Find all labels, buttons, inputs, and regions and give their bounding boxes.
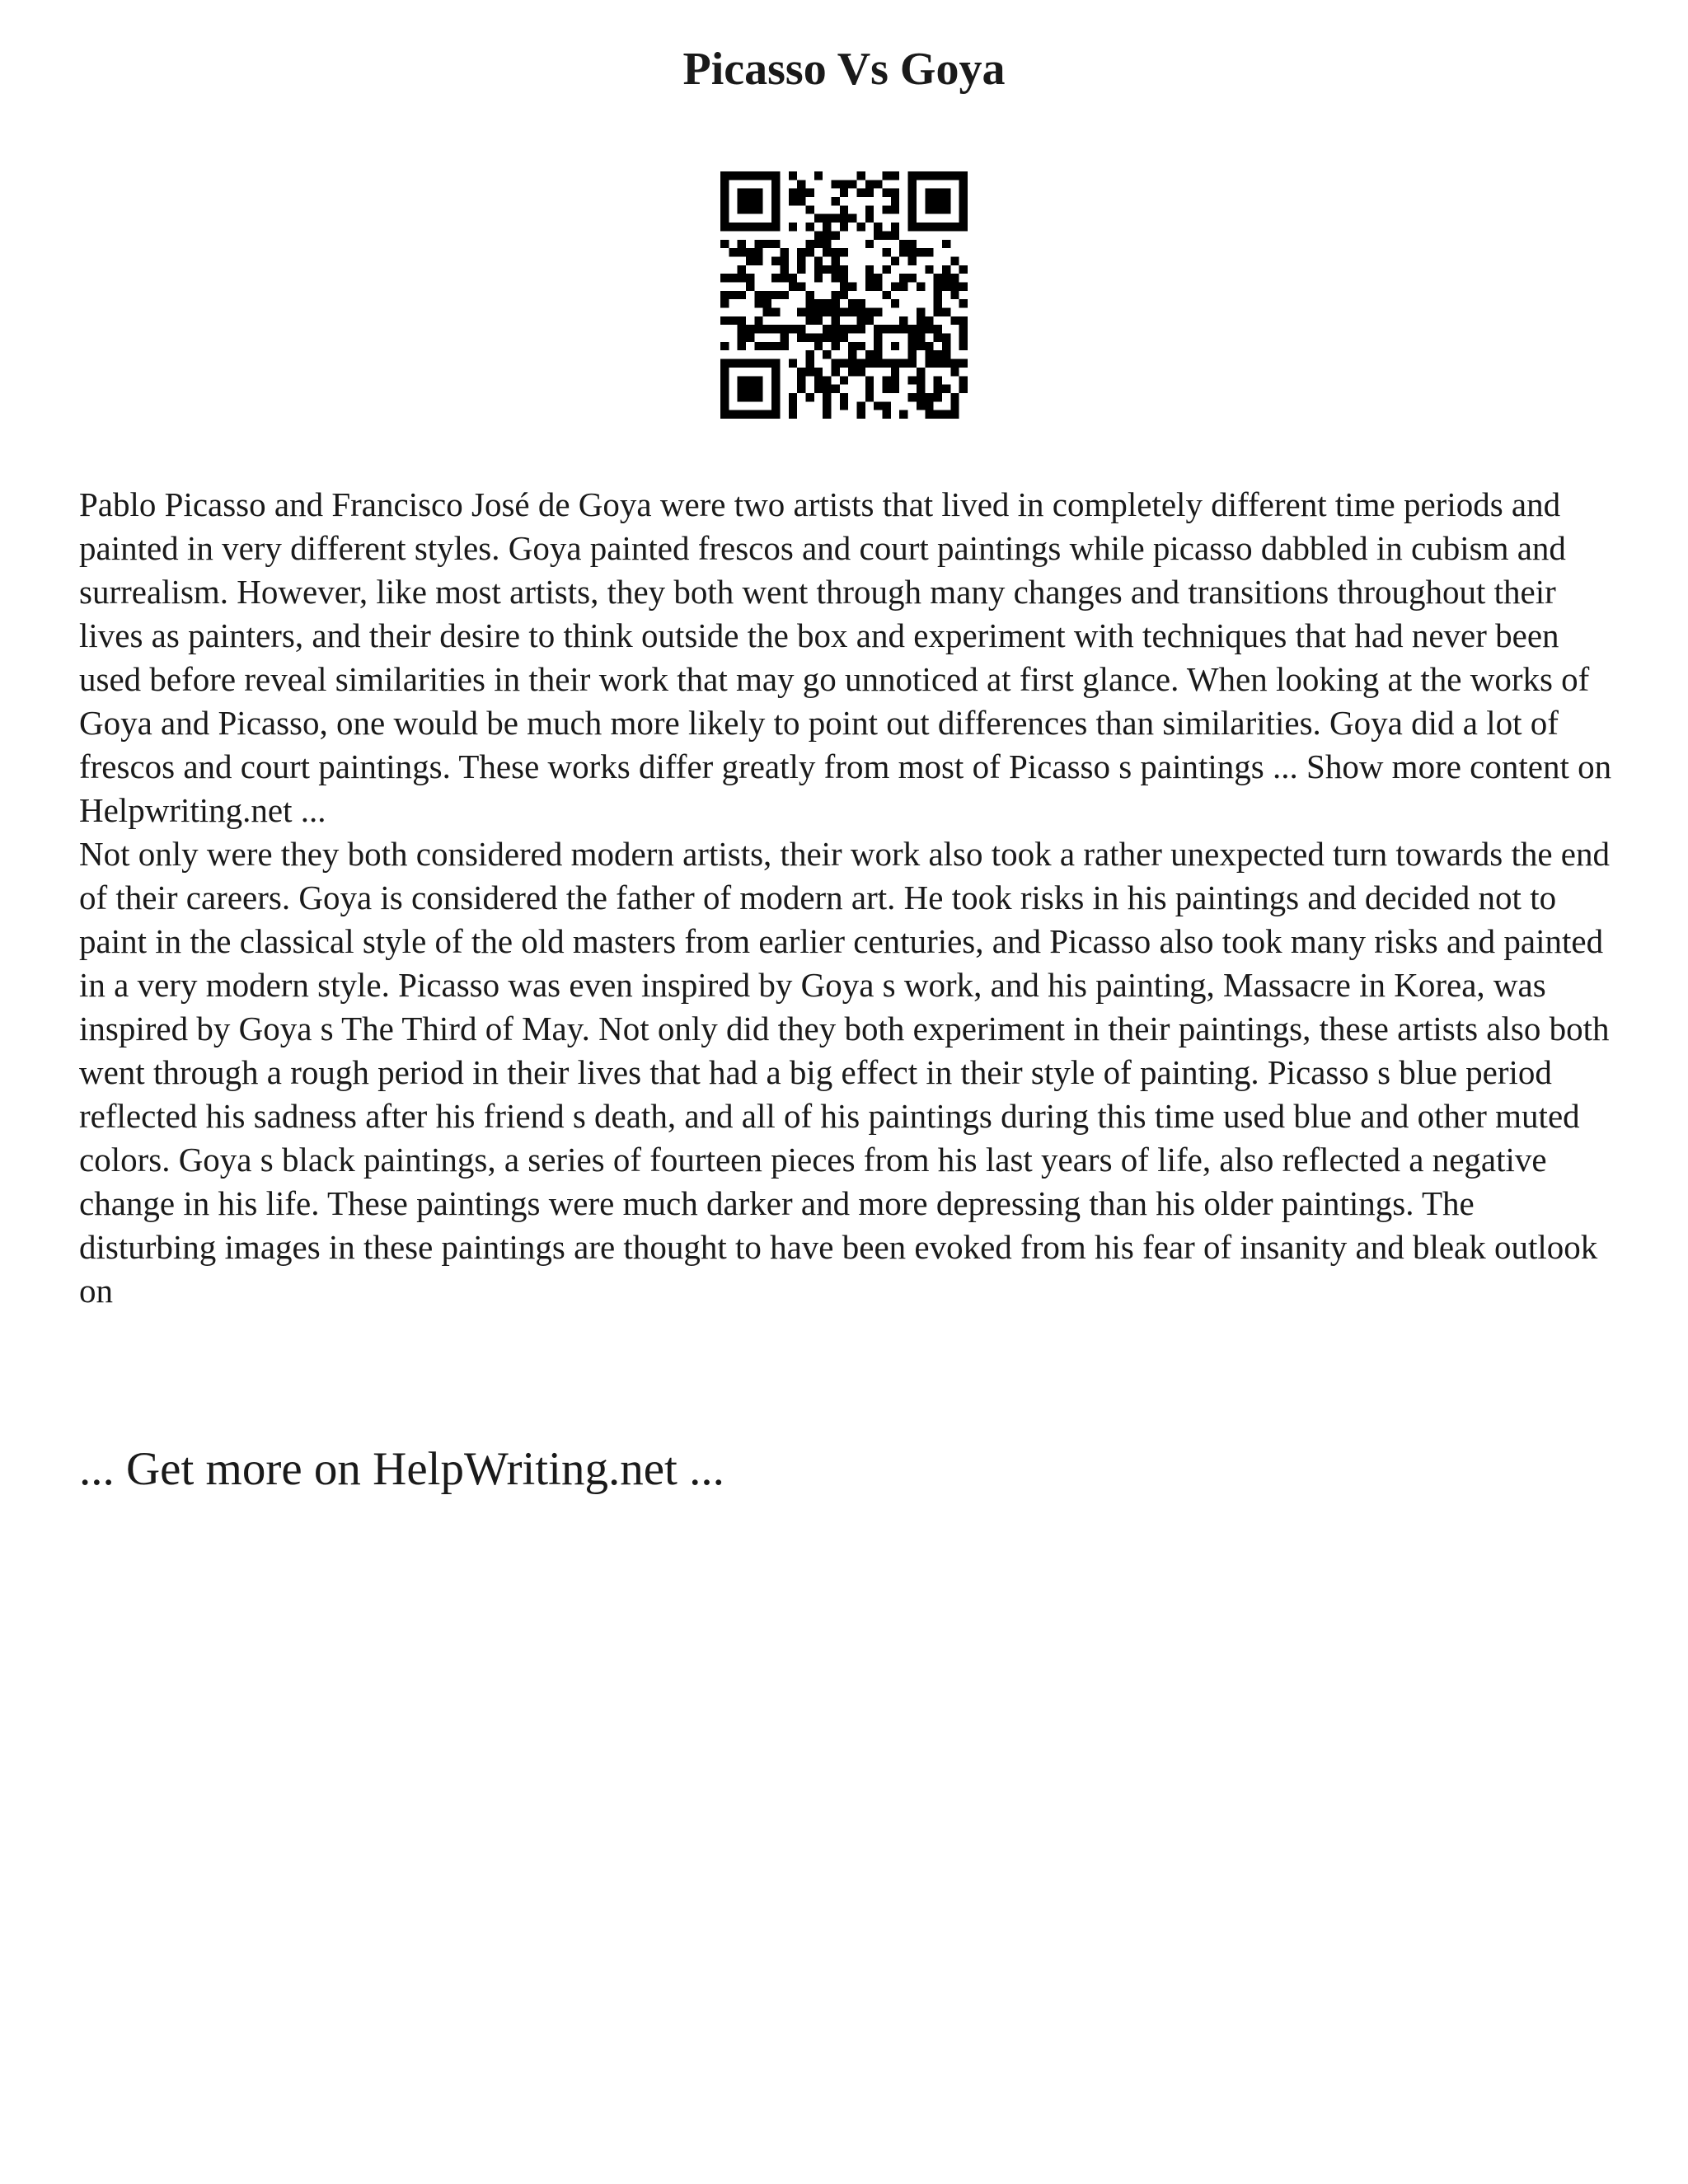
article-body xyxy=(79,483,1612,1313)
paragraph: Pablo Picasso and Francisco José de Goya were two artists that lived in completely different time periods and painted in very different styles. Goya painted frescos and court paintings while picasso dabbled in cubism and surrealism. However, like most artists, they both went through many changes and transitions throughout their lives as painters, and their desire to think outside the box and experiment with techniques that had never been used before reveal similarities in their work that may go unnoticed at first glance. When looking at the works of Goya and Picasso, one would be much more likely to point out differences than similarities. Goya did a lot of frescos and court paintings. These works differ greatly from most of Picasso s paintings ... Show more content on Helpwriting.net ... xyxy=(79,485,1612,829)
get-more-link[interactable]: ... Get more on HelpWriting.net ... xyxy=(79,1443,724,1495)
page-title: Picasso Vs Goya xyxy=(682,44,1006,95)
paragraph: Not only were they both considered modern artists, their work also took a rather unexpected turn towards the end of their careers. Goya is considered the father of modern art. He took risks in his paintings and decided not to paint in the classical style of the old masters from earlier centuries, and Picasso also took many risks and painted in a very modern style. Picasso was even inspired by Goya s work, and his painting, Massacre in Korea, was inspired by Goya s The Third of May. Not only did they both experiment in their paintings, these artists also both went through a rough period in their lives that had a big effect in their style of painting. Picasso s blue period reflected his sadness after his friend s death, and all of his paintings during this time used blue and other muted colors. Goya s black paintings, a series of fourteen pieces from his last years of life, also reflected a negative change in his life. These paintings were much darker and more depressing than his older paintings. The disturbing images in these paintings are thought to have been evoked from his fear of insanity and bleak outlook on xyxy=(79,835,1610,1310)
qr-code-icon xyxy=(720,171,968,419)
